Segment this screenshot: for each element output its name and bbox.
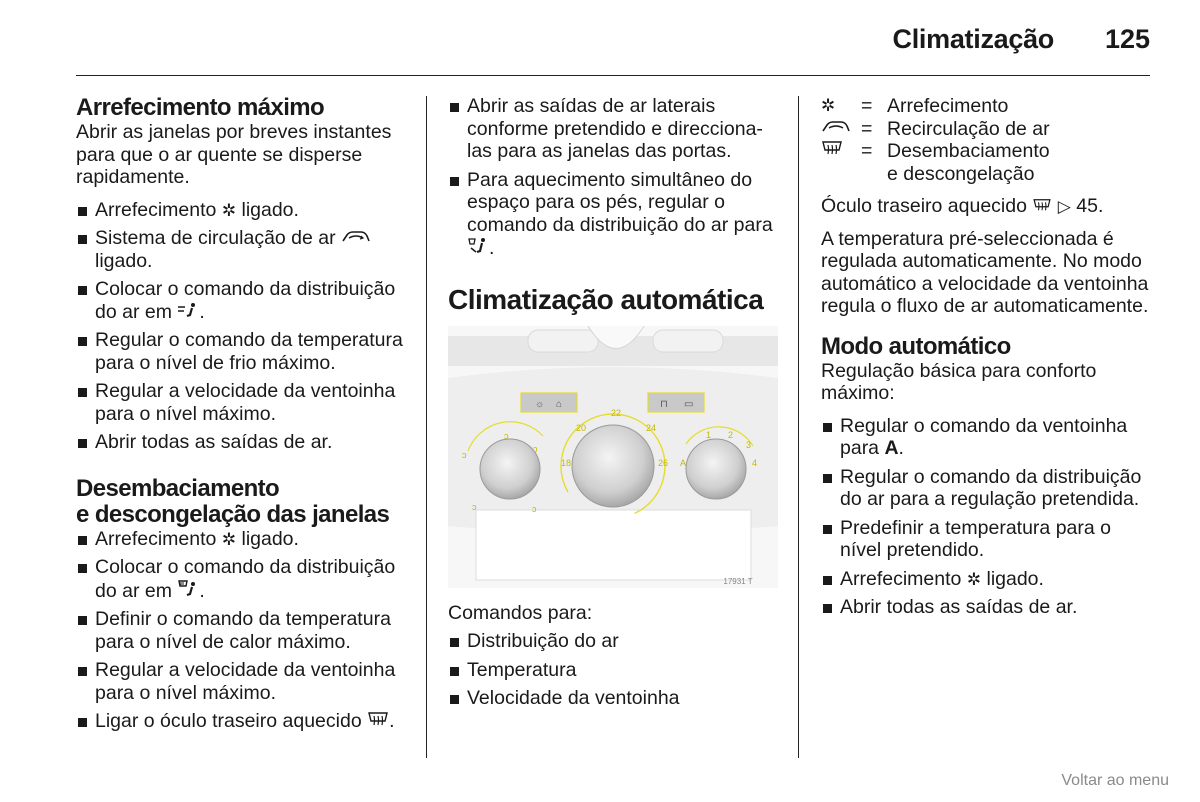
header-divider [76, 75, 1150, 76]
climate-control-panel-illustration [448, 326, 778, 588]
rear-defrost-icon [821, 140, 861, 163]
page-reference-link[interactable]: 45. [1076, 195, 1104, 217]
fan-speed-mark: 4 [752, 457, 758, 468]
rear-window-ref: Óculo traseiro aquecido ▷ 45. [821, 195, 1104, 217]
svg-text:ↄ: ↄ [462, 449, 467, 460]
column-divider-2 [798, 96, 799, 758]
list-item: Regular o comando da distribuição do ar para a regulação pretendida. [821, 466, 1156, 511]
section-title-auto-mode: Modo automático [821, 332, 1011, 360]
list-item: Abrir as saídas de ar laterais conforme pretendido e direcciona-las para as janelas das portas. [448, 95, 784, 163]
list-item: Para aquecimento simultâneo do espaço para os pés, regular o comando da distribuição do ar para . [448, 169, 784, 260]
column-left [76, 95, 416, 739]
svg-text:⌂: ⌂ [556, 398, 563, 410]
list-item: Sistema de circulação de ar ligado. [76, 227, 416, 272]
temperature-mark: 20 [576, 422, 587, 433]
page-header [76, 24, 1150, 54]
svg-text:☼: ☼ [535, 398, 545, 410]
list-item: Definir o comando da temperatura para o nível de calor máximo. [76, 608, 416, 653]
section-intro: Abrir as janelas por breves instantes para que o ar quente se disperse rapidamente. [76, 121, 392, 188]
rear-defrost-icon [367, 711, 389, 731]
list-item: Regular a velocidade da ventoinha para o nível máximo. [76, 380, 416, 425]
svg-text:▭: ▭ [684, 398, 694, 410]
temperature-mark: 18 [561, 457, 572, 468]
svg-text:ↄ: ↄ [472, 501, 477, 512]
list-item: Arrefecimento ✲ ligado. [76, 528, 416, 551]
list-item: Colocar o comando da distribuição do ar em . [76, 556, 416, 602]
svg-text:⊓: ⊓ [660, 398, 668, 410]
fan-speed-mark: 3 [746, 439, 752, 450]
page-number: 125 [1104, 24, 1150, 54]
snowflake-icon: ✲ [821, 96, 836, 115]
temperature-mark: 26 [658, 457, 669, 468]
fan-speed-mark: 1 [706, 429, 712, 440]
recirculation-icon [821, 118, 861, 141]
section-title-defrost: Desembaciamento e descongelação das janelas [76, 474, 390, 528]
list-item: Colocar o comando da distribuição do ar em . [76, 278, 416, 323]
list-item: Abrir todas as saídas de ar. [76, 431, 416, 454]
fan-speed-mark: A [680, 457, 687, 468]
svg-text:ↄ: ↄ [532, 503, 537, 514]
section-title-max-cooling: Arrefecimento máximo [76, 94, 325, 121]
rear-defrost-icon [1032, 198, 1052, 216]
snowflake-icon: ✲ [966, 569, 982, 589]
legend-continuation: e descongelação [887, 162, 1035, 185]
list-item: Temperatura [448, 659, 784, 682]
controls-intro: Comandos para: [448, 601, 593, 624]
list-item: Regular o comando da ventoinha para A. [821, 415, 1156, 460]
svg-text:ↄ: ↄ [533, 443, 538, 454]
list-item: Regular o comando da temperatura para o nível de frio máximo. [76, 329, 416, 374]
legend-row-cooling: ✲ = Arrefecimento [821, 95, 1009, 117]
back-to-menu-link[interactable]: Voltar ao menu [1061, 772, 1169, 789]
snowflake-icon: ✲ [221, 200, 237, 220]
svg-text:ↄ: ↄ [504, 430, 509, 441]
windscreen-distribution-icon [177, 579, 199, 601]
temperature-mark: 22 [611, 407, 622, 418]
column-right [821, 95, 1156, 625]
chapter-title: Climatização [892, 24, 1054, 54]
footwell-distribution-icon [467, 236, 489, 258]
legend-row-recirculation: = Recirculação de ar [821, 118, 1156, 141]
list-item: Distribuição do ar [448, 630, 784, 653]
temperature-mark: 24 [646, 422, 657, 433]
section-title-auto-climate: Climatização automática [448, 283, 764, 315]
fan-speed-mark: 2 [728, 429, 734, 440]
auto-description: A temperatura pré-seleccionada é regulada automaticamente. No modo automático a velocidade da ventoinha regula o fluxo de ar automaticamente. [821, 227, 1149, 317]
figure-code: 17931 T [723, 576, 753, 586]
page-reference-icon[interactable]: ▷ [1057, 197, 1071, 216]
air-distribution-icon [177, 302, 199, 322]
list-item: Velocidade da ventoinha [448, 687, 784, 710]
column-divider-1 [426, 96, 427, 758]
snowflake-icon: ✲ [221, 529, 237, 549]
list-item: Ligar o óculo traseiro aquecido . [76, 710, 416, 733]
list-item: Regular a velocidade da ventoinha para o nível máximo. [76, 659, 416, 704]
list-item: Arrefecimento ✲ ligado. [821, 568, 1156, 591]
list-item: Predefinir a temperatura para o nível pretendido. [821, 517, 1156, 562]
recirculation-icon [341, 230, 371, 248]
legend-row-defrost: = Desembaciamento [821, 140, 1156, 163]
list-item: Abrir todas as saídas de ar. [821, 596, 1156, 619]
section-intro: Regulação básica para conforto máximo: [821, 359, 1097, 404]
column-middle [448, 95, 784, 716]
list-item: Arrefecimento ✲ ligado. [76, 199, 416, 222]
